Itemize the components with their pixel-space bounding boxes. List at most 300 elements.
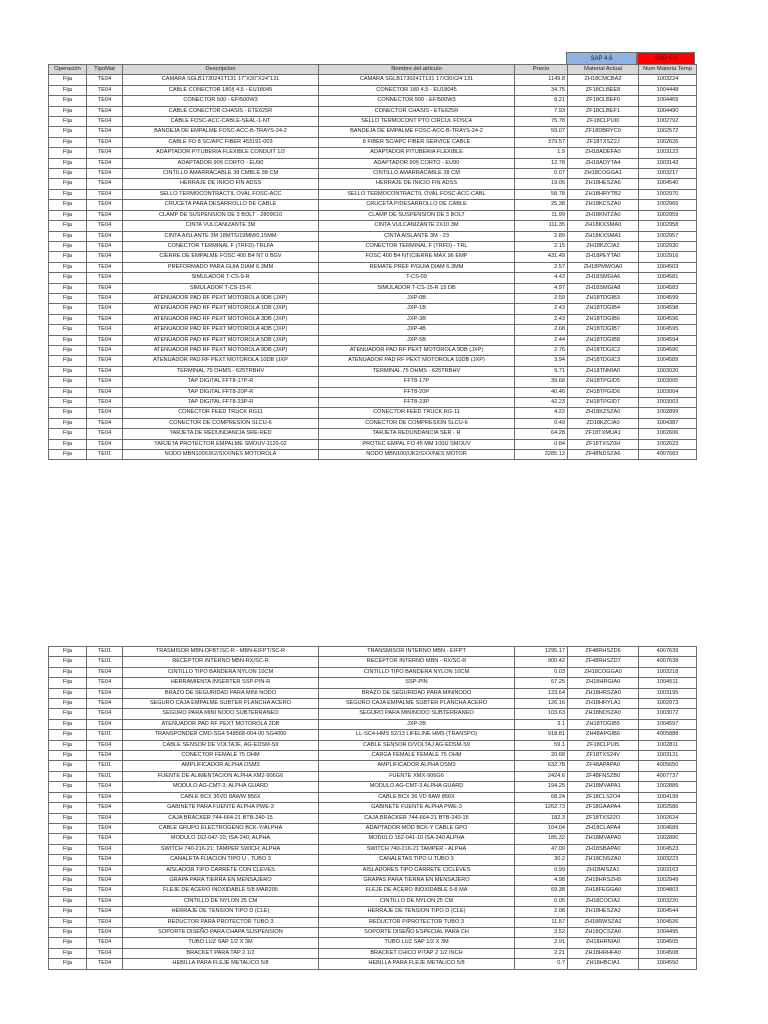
- cell-tipomat: TE04: [87, 699, 123, 709]
- cell-precio: 900.42: [515, 657, 568, 667]
- blank-cell: [697, 761, 768, 771]
- cell-tipomat: TE04: [87, 709, 123, 719]
- cell-material-actual: ZH18HESZA2: [568, 907, 639, 917]
- cell-material-actual: ZH18HRNIA0: [568, 938, 639, 948]
- cell-operacion: Fija: [49, 699, 87, 709]
- cell-precio: 20.68: [515, 751, 568, 761]
- cell-tipomat: TE01: [87, 730, 123, 740]
- cell-precio: 194.25: [515, 782, 568, 792]
- blank-cell: [697, 917, 768, 927]
- cell-descripcion: SOPORTE DISEÑO PARA CHAPA SUSPENSION: [123, 927, 319, 937]
- cell-num-materia-temp: 1003131: [639, 751, 697, 761]
- cell-nombre: CANALETAS TIPO U TUBO 3: [319, 855, 515, 865]
- cell-material-actual: ZH18KZSZA0: [568, 408, 639, 418]
- cell-descripcion: BRAZO DE SEGURIDAD PARA MINI NODO: [123, 688, 319, 698]
- cell-nombre: ADAPTADOR MOD BCK-Y CABLE GPO: [319, 823, 515, 833]
- cell-operacion: Fija: [49, 813, 87, 823]
- blank-cell: [697, 730, 768, 740]
- cell-operacion: Fija: [49, 657, 87, 667]
- cell-nombre: SEGURO CAJA EMPALME SUBTER PLANCHA ACERO: [319, 699, 515, 709]
- table-row: [49, 439, 768, 449]
- cell-descripcion: CINTILLO DE NYLON 25 CM: [123, 896, 319, 906]
- cell-descripcion: CLAMP DE SUSPENSION DE 3 BOLT - 2809610: [123, 210, 319, 220]
- cell-nombre: AISLADORES TIPO CARRETE C/CLEVES: [319, 865, 515, 875]
- cell-precio: 4.98: [515, 875, 568, 885]
- cell-descripcion: CONECTOR TERMINAL F (TRFD)-TRLFA: [123, 241, 319, 251]
- col-header-descripcion: Descripcion: [123, 65, 319, 75]
- blank-cell: [697, 398, 768, 408]
- blank-cell: [697, 127, 768, 137]
- cell-tipomat: TE04: [87, 387, 123, 397]
- cell-precio: 1.9: [515, 148, 568, 158]
- cell-num-materia-temp: 1003218: [639, 667, 697, 677]
- cell-descripcion: PREFORMADO PARA GUIA DIAM 6.3MM: [123, 262, 319, 272]
- cell-operacion: Fija: [49, 688, 87, 698]
- cell-tipomat: TE01: [87, 657, 123, 667]
- cell-num-materia-temp: 1002811: [639, 740, 697, 750]
- table-row: [49, 189, 768, 199]
- cell-descripcion: TAP DIGITAL FFT8-20P-R: [123, 387, 319, 397]
- cell-num-materia-temp: 4007639: [639, 647, 697, 657]
- cell-num-materia-temp: 1004508: [639, 948, 697, 958]
- cell-tipomat: TE04: [87, 356, 123, 366]
- cell-tipomat: TE04: [87, 803, 123, 813]
- table-row: [49, 356, 768, 366]
- cell-num-materia-temp: 1002899: [639, 408, 697, 418]
- cell-descripcion: CABLE BCX 36VD 8AWW 856X: [123, 792, 319, 802]
- cell-operacion: Fija: [49, 730, 87, 740]
- cell-descripcion: CAJA BRACKER 744-664-21 BTB-240-15: [123, 813, 319, 823]
- cell-nombre: SWITCH 740-216-21 TAMPER - ALPHA: [319, 844, 515, 854]
- cell-num-materia-temp: 1004594: [639, 335, 697, 345]
- cell-operacion: Fija: [49, 345, 87, 355]
- table-row: [49, 948, 768, 958]
- cell-nombre: LL-SC4-HMS 52/13 LIFELINE HMS (TRANSPO): [319, 730, 515, 740]
- cell-descripcion: SIMULADOR T-CS-9-R: [123, 273, 319, 283]
- table-row: [49, 117, 768, 127]
- cell-material-actual: ZH18KXSMA0: [568, 221, 639, 231]
- table-row: [49, 408, 768, 418]
- blank-cell: [697, 927, 768, 937]
- cell-material-actual: ZH18KNTZA0: [568, 210, 639, 220]
- cell-precio: 431.49: [515, 252, 568, 262]
- cell-nombre: GRAPAS PARA TIERRA EN MENSAJERO: [319, 875, 515, 885]
- blank-cell: [697, 418, 768, 428]
- cell-nombre: FFT8-23P: [319, 398, 515, 408]
- blank-cell: [697, 678, 768, 688]
- cell-num-materia-temp: 1003123: [639, 148, 697, 158]
- cell-material-actual: ZH18HRHFA0: [568, 948, 639, 958]
- cell-num-materia-temp: 1004583: [639, 283, 697, 293]
- cell-num-materia-temp: 1004469: [639, 96, 697, 106]
- blank-cell: [697, 314, 768, 324]
- cell-num-materia-temp: 1002959: [639, 210, 697, 220]
- blank-cell: [697, 844, 768, 854]
- cell-operacion: Fija: [49, 450, 87, 460]
- cell-descripcion: CINTA AISLANTE 3M 18MTS/19MM/0.15MM: [123, 231, 319, 241]
- cell-descripcion: HERRAMIENTA INSERTER SSP-PIN-R: [123, 678, 319, 688]
- cell-operacion: Fija: [49, 241, 87, 251]
- cell-operacion: Fija: [49, 169, 87, 179]
- cell-descripcion: AMPLIFICADOR ALPHA DSM3: [123, 761, 319, 771]
- cell-tipomat: TE01: [87, 771, 123, 781]
- table-row: [49, 366, 768, 376]
- cell-nombre: NODO MBN100/UK2/SXX/NES MOTOR: [319, 450, 515, 460]
- cell-operacion: Fija: [49, 740, 87, 750]
- cell-nombre: TUBO LUZ SAP 1/2 X 3M: [319, 938, 515, 948]
- cell-descripcion: CABLE GRUPO ELECTROGENO BCK-Y/ALPHA: [123, 823, 319, 833]
- cell-operacion: Fija: [49, 917, 87, 927]
- table-row: [49, 283, 768, 293]
- cell-nombre: AMPLIFICADOR ALPHA DSM3: [319, 761, 515, 771]
- cell-num-materia-temp: 1002958: [639, 221, 697, 231]
- cell-operacion: Fija: [49, 158, 87, 168]
- cell-precio: 7.93: [515, 106, 568, 116]
- cell-material-actual: ZH18TPGID7: [568, 398, 639, 408]
- cell-nombre: CRUCETA P/DESARROLLO DE CABLE: [319, 200, 515, 210]
- blank-cell: [697, 408, 768, 418]
- cell-nombre: SOPORTE DISEÑO ESPECIAL PARA CH: [319, 927, 515, 937]
- cell-num-materia-temp: 4005888: [639, 730, 697, 740]
- cell-operacion: Fija: [49, 210, 87, 220]
- cell-precio: 2424.6: [515, 771, 568, 781]
- table-row: [49, 792, 768, 802]
- blank-cell: [697, 699, 768, 709]
- cell-tipomat: TE04: [87, 106, 123, 116]
- cell-nombre: GABINETE FUENTE ALPHA PWE-3: [319, 803, 515, 813]
- cell-num-materia-temp: 1004803: [639, 886, 697, 896]
- blank-cell: [697, 252, 768, 262]
- cell-num-materia-temp: 1002624: [639, 813, 697, 823]
- cell-tipomat: TE01: [87, 761, 123, 771]
- blank-cell: [697, 231, 768, 241]
- blank-cell: [697, 429, 768, 439]
- cell-nombre: TARJETA REDUNDANCIA SER - R: [319, 429, 515, 439]
- cell-material-actual: ZF18TXSZ2J: [568, 137, 639, 147]
- cell-operacion: Fija: [49, 189, 87, 199]
- cell-nombre: ADAPTADOR P/TUBERIA FLEXIBLE: [319, 148, 515, 158]
- cell-nombre: CINTA VULCANIZANTE 2X10 3M: [319, 221, 515, 231]
- cell-nombre: HERRAJE DE INICIO FIN ADSS: [319, 179, 515, 189]
- table-row: [49, 418, 768, 428]
- cell-descripcion: CINTILLO AMARRACABLE 38 CMBLE 38 CM: [123, 169, 319, 179]
- cell-precio: 11.57: [515, 917, 568, 927]
- blank-cell: [697, 75, 768, 85]
- blank-cell: [697, 813, 768, 823]
- cell-tipomat: TE04: [87, 314, 123, 324]
- cell-precio: 1295.17: [515, 647, 568, 657]
- blank-cell: [697, 938, 768, 948]
- cell-operacion: Fija: [49, 96, 87, 106]
- cell-operacion: Fija: [49, 335, 87, 345]
- cell-nombre: BRACKET CHICO P/TAP 2 1/2 INCH: [319, 948, 515, 958]
- cell-material-actual: ZH18AISZA1: [568, 865, 639, 875]
- cell-tipomat: TE04: [87, 667, 123, 677]
- cell-operacion: Fija: [49, 907, 87, 917]
- cell-nombre: SELLO TERMOCONT PTO CIRCUL FOSC4: [319, 117, 515, 127]
- blank-cell: [697, 210, 768, 220]
- cell-material-actual: ZF18GAAPA4: [568, 803, 639, 813]
- cell-nombre: CINTA AISLANTE 3M - 23: [319, 231, 515, 241]
- cell-tipomat: TE04: [87, 75, 123, 85]
- table-row: [49, 398, 768, 408]
- cell-material-actual: ZH18TDGIB8: [568, 335, 639, 345]
- cell-material-actual: ZH18MVAPA1: [568, 782, 639, 792]
- blank-cell: [697, 719, 768, 729]
- cell-material-actual: ZH18FEGGA0: [568, 886, 639, 896]
- cell-tipomat: TE04: [87, 179, 123, 189]
- cell-material-actual: ZH18ADYTA4: [568, 158, 639, 168]
- cell-num-materia-temp: 1004503: [639, 262, 697, 272]
- cell-precio: 104.04: [515, 823, 568, 833]
- table-row: [49, 345, 768, 355]
- cell-operacion: Fija: [49, 896, 87, 906]
- cell-precio: 103.63: [515, 709, 568, 719]
- cell-num-materia-temp: 1002606: [639, 429, 697, 439]
- cell-material-actual: ZH18HRGIA0: [568, 678, 639, 688]
- cell-tipomat: TE04: [87, 792, 123, 802]
- cell-nombre: FFT8-17P: [319, 377, 515, 387]
- cell-tipomat: TE04: [87, 875, 123, 885]
- cell-tipomat: TE04: [87, 127, 123, 137]
- table-row: [49, 865, 768, 875]
- cell-num-materia-temp: 4007737: [639, 771, 697, 781]
- cell-tipomat: TE04: [87, 231, 123, 241]
- cell-descripcion: ATENUADOR PAD RF PEXT MOTOROLA 10DB (JXP: [123, 356, 319, 366]
- table-row: [49, 844, 768, 854]
- cell-operacion: Fija: [49, 262, 87, 272]
- cell-nombre: T-CS-09: [319, 273, 515, 283]
- cell-operacion: Fija: [49, 325, 87, 335]
- cell-operacion: Fija: [49, 439, 87, 449]
- cell-precio: 59.1: [515, 740, 568, 750]
- cell-nombre: SEGURO PARA MININODO SUBTERRANEO: [319, 709, 515, 719]
- table-row: [49, 231, 768, 241]
- cell-descripcion: TARJETA PROTECTOR EMPALME SMOUV-1120-02: [123, 439, 319, 449]
- table-row: [49, 938, 768, 948]
- cell-num-materia-temp: 1003195: [639, 688, 697, 698]
- cell-operacion: Fija: [49, 771, 87, 781]
- col-header-operacion: Operación: [49, 65, 87, 75]
- table-row: [49, 855, 768, 865]
- cell-operacion: Fija: [49, 751, 87, 761]
- table-row: [49, 304, 768, 314]
- cell-operacion: Fija: [49, 938, 87, 948]
- cell-num-materia-temp: 1002965: [639, 200, 697, 210]
- cell-tipomat: TE04: [87, 273, 123, 283]
- materials-table-top: [48, 64, 768, 460]
- cell-num-materia-temp: 1004199: [639, 792, 697, 802]
- cell-num-materia-temp: 1002957: [639, 231, 697, 241]
- cell-descripcion: SEGURO PARA MINI NODO SUBTERRANEO: [123, 709, 319, 719]
- cell-nombre: JXP-0B: [319, 293, 515, 303]
- cell-tipomat: TE04: [87, 335, 123, 345]
- blank-cell: [697, 709, 768, 719]
- cell-material-actual: ZH18QCSZA6: [568, 927, 639, 937]
- cell-precio: 12.78: [515, 158, 568, 168]
- cell-num-materia-temp: 1004387: [639, 418, 697, 428]
- blank-cell: [697, 96, 768, 106]
- cell-nombre: SIMULADOR T-CS-15-R 15 DB: [319, 283, 515, 293]
- cell-tipomat: TE04: [87, 823, 123, 833]
- cell-descripcion: HERRAJE DE TENSION TIPO D (CLE): [123, 907, 319, 917]
- cell-precio: 0.84: [515, 439, 568, 449]
- cell-operacion: Fija: [49, 782, 87, 792]
- cell-operacion: Fija: [49, 200, 87, 210]
- cell-num-materia-temp: 1002623: [639, 439, 697, 449]
- cell-precio: 25.38: [515, 200, 568, 210]
- blank-cell: [697, 948, 768, 958]
- cell-precio: 4.43: [515, 273, 568, 283]
- cell-num-materia-temp: 1004597: [639, 719, 697, 729]
- cell-material-actual: ZH18COGGA0: [568, 667, 639, 677]
- cell-precio: 2.91: [515, 938, 568, 948]
- cell-num-materia-temp: 1004495: [639, 927, 697, 937]
- cell-tipomat: TE04: [87, 283, 123, 293]
- cell-precio: 42.23: [515, 398, 568, 408]
- cell-material-actual: ZH18SBAPA0: [568, 844, 639, 854]
- cell-material-actual: ZH18HBCIA1: [568, 959, 639, 969]
- cell-tipomat: TE04: [87, 439, 123, 449]
- cell-tipomat: TE04: [87, 408, 123, 418]
- cell-descripcion: TAP DIGITAL FFT8-23P-R: [123, 398, 319, 408]
- cell-precio: 4.22: [515, 408, 568, 418]
- top-rows: [49, 75, 768, 460]
- blank-cell: [697, 751, 768, 761]
- blank-cell: [697, 782, 768, 792]
- cell-descripcion: ADAPTADOR 90§ CORTO - EU90: [123, 158, 319, 168]
- blank-cell: [697, 241, 768, 251]
- cell-descripcion: ATENUADOR PAD RF PEXT MOTOROLA 4DB (JXP): [123, 325, 319, 335]
- blank-cell: [697, 345, 768, 355]
- cell-precio: 2.89: [515, 231, 568, 241]
- cell-descripcion: SEGURO CAJA EMPALME SUBTER PLANCHA ACERO: [123, 699, 319, 709]
- cell-operacion: Fija: [49, 418, 87, 428]
- cell-operacion: Fija: [49, 803, 87, 813]
- table-row: [49, 667, 768, 677]
- table-row: [49, 771, 768, 781]
- cell-num-materia-temp: 1003217: [639, 169, 697, 179]
- cell-tipomat: TE04: [87, 304, 123, 314]
- cell-descripcion: FLEJE DE ACERO INOXIDABLE 5/8 MAR205: [123, 886, 319, 896]
- cell-material-actual: ZH18SMGIA8: [568, 283, 639, 293]
- table-row: [49, 823, 768, 833]
- cell-tipomat: TE04: [87, 834, 123, 844]
- cell-material-actual: ZF48APAPA0: [568, 761, 639, 771]
- table-row: [49, 85, 768, 95]
- cell-precio: 111.35: [515, 221, 568, 231]
- blank-cell: [697, 304, 768, 314]
- cell-nombre: CONECTOR 180 4.5 - EU18045: [319, 85, 515, 95]
- cell-material-actual: ZH18TDGIC2: [568, 345, 639, 355]
- table-row: [49, 813, 768, 823]
- cell-num-materia-temp: 1003223: [639, 855, 697, 865]
- cell-descripcion: CIERRE DE EMPALME FOSC 400 B4 NT 0 BGV: [123, 252, 319, 262]
- blank-cell: [697, 439, 768, 449]
- table-row: [49, 241, 768, 251]
- cell-nombre: ATENUADOR PAD RF PEXT MOTOROLA 9DB (JXP): [319, 345, 515, 355]
- bottom-rows: [49, 647, 768, 970]
- cell-precio: 126.16: [515, 699, 568, 709]
- cell-tipomat: TE04: [87, 896, 123, 906]
- blank-cell: [697, 875, 768, 885]
- cell-tipomat: TE04: [87, 782, 123, 792]
- cell-precio: 1262.73: [515, 803, 568, 813]
- blank-cell: [697, 169, 768, 179]
- cell-tipomat: TE04: [87, 740, 123, 750]
- cell-descripcion: CONECTOR 500 - EFI500W3: [123, 96, 319, 106]
- cell-material-actual: ZD18KZCIA0: [568, 418, 639, 428]
- cell-nombre: BANDEJA DE EMPALME FOSC-ACC-B-TRAYS-24-2: [319, 127, 515, 137]
- cell-operacion: Fija: [49, 429, 87, 439]
- cell-num-materia-temp: 1003003: [639, 398, 697, 408]
- cell-precio: 2.15: [515, 241, 568, 251]
- cell-material-actual: ZH18HRSZH9: [568, 875, 639, 885]
- cell-material-actual: ZH18NDSZA0: [568, 709, 639, 719]
- cell-nombre: CABLE BCX 36 VD 8AW 856X: [319, 792, 515, 802]
- cell-nombre: FFT8-20P: [319, 387, 515, 397]
- table-row: [49, 657, 768, 667]
- cell-num-materia-temp: 1004526: [639, 917, 697, 927]
- cell-material-actual: ZH18COGGA1: [568, 169, 639, 179]
- cell-material-actual: ZH18TDGIC3: [568, 356, 639, 366]
- blank-cell: [697, 907, 768, 917]
- table-row: [49, 782, 768, 792]
- blank-cell: [697, 335, 768, 345]
- cell-material-actual: ZH18SMGIA6: [568, 273, 639, 283]
- cell-tipomat: TE04: [87, 688, 123, 698]
- cell-precio: 39.68: [515, 377, 568, 387]
- cell-material-actual: ZF18CLBEF0: [568, 96, 639, 106]
- cell-material-actual: ZH18HRYTB2: [568, 189, 639, 199]
- cell-precio: 0.49: [515, 418, 568, 428]
- cell-precio: 918.81: [515, 730, 568, 740]
- cell-material-actual: ZH18TDGIB3: [568, 293, 639, 303]
- cell-material-actual: ZF18CLPUI0: [568, 117, 639, 127]
- blank-cell: [697, 117, 768, 127]
- cell-num-materia-temp: 1002973: [639, 699, 697, 709]
- cell-num-materia-temp: 1004581: [639, 273, 697, 283]
- cell-material-actual: ZH18PEYTA0: [568, 252, 639, 262]
- cell-tipomat: TE04: [87, 169, 123, 179]
- cell-operacion: Fija: [49, 85, 87, 95]
- cell-descripcion: ATENUADOR PAD RF PEXT MOTOROLA 1DB (JXP): [123, 304, 319, 314]
- cell-tipomat: TE04: [87, 85, 123, 95]
- cell-num-materia-temp: 1004448: [639, 85, 697, 95]
- cell-num-materia-temp: 1002916: [639, 252, 697, 262]
- cell-num-materia-temp: 1003163: [639, 865, 697, 875]
- cell-nombre: JXP-3B: [319, 314, 515, 324]
- cell-precio: 9.71: [515, 366, 568, 376]
- cell-precio: 68.24: [515, 792, 568, 802]
- cell-precio: 47.09: [515, 844, 568, 854]
- cell-operacion: Fija: [49, 823, 87, 833]
- table-row: [49, 221, 768, 231]
- cell-precio: 182.3: [515, 813, 568, 823]
- cell-material-actual: ZF18CLPUI5: [568, 740, 639, 750]
- cell-descripcion: CINTA VULCANIZANTE 3M: [123, 221, 319, 231]
- blank-cell: [697, 137, 768, 147]
- cell-operacion: Fija: [49, 834, 87, 844]
- cell-material-actual: ZH18RWSZA2: [568, 917, 639, 927]
- blank-cell: [697, 823, 768, 833]
- cell-nombre: CONECTOR TERMINAL F (TRFD) - TRL: [319, 241, 515, 251]
- cell-nombre: CINTILLO AMARRACABLE 38 CM: [319, 169, 515, 179]
- cell-material-actual: ZH18TPGID5: [568, 377, 639, 387]
- cell-descripcion: ATENUADOR PAD RF PEXT MOTOROLA 9DB (JXP): [123, 345, 319, 355]
- cell-precio: 1149.8: [515, 75, 568, 85]
- header-row: [49, 65, 768, 75]
